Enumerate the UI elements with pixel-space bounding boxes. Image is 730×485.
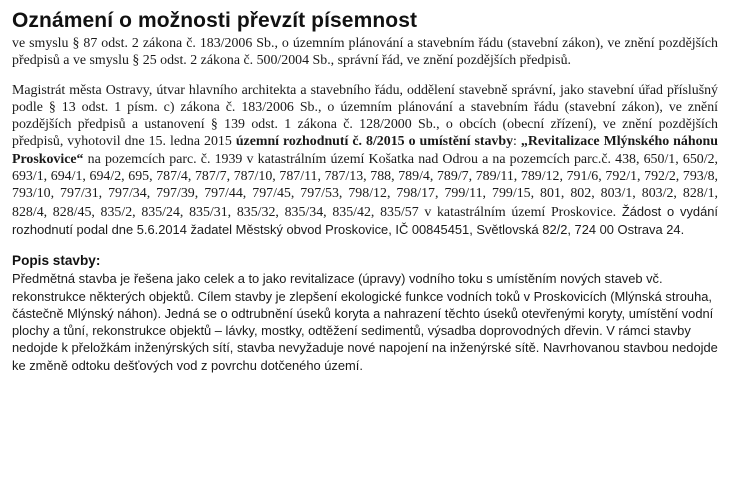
notice-paragraph: [12, 82, 718, 240]
project-name: „Revitalizace Mlýnského náhonu Proskovice“: [12, 134, 718, 167]
decision-reference: územní rozhodnutí č. 8/2015 o umístění stavby: [235, 134, 514, 150]
notice-intro-text: Magistrát města Ostravy, útvar hlavního architekta a stavebního řádu, oddělení stavebně správní, jako stavební úřad příslušný podle § 13 odst. 1 písm. c) zákona č. 183/2006 Sb., o územním plánování a stavebním řádu (stavební zákon), ve znění pozdějších předpisů a ustanovení § 139 odst. 1 zákona č. 128/2000 Sb., o obcích (obecní zřízení), ve znění pozdějších předpisů, vyhotovil dne 15. ledna 2015: [12, 82, 718, 150]
construction-description-heading: Popis stavby:: [12, 253, 101, 269]
parcels-text: na pozemcích parc. č. 1939 v katastrálním území Košatka nad Odrou a na pozemcích parc.č. 438, 650/1, 650/2, 693/1, 694/1, 694/2, 695, 787/4, 787/7, 787/10, 787/11, 787/13, 788, 789/4, 789/7, 789/11, 789/12, 791/6, 792/1, 792/2, 793/8, 793/10, 797/31, 797/34, 797/39, 797/44, 797/45, 797/53, 798/12, 798/17, 799/11, 799/15, 801, 802, 803/1, 803/2, 828/1, 828/4, 828/45, 835/2, 835/24, 835/31, 835/32, 835/34, 835/42, 835/57 v katastrálním území Proskovice.: [12, 151, 718, 220]
colon-separator: :: [513, 134, 521, 150]
page-title: Oznámení o možnosti převzít písemnost: [12, 9, 418, 32]
applicant-text: Žádost o vydání rozhodnutí podal dne 5.6.2014 žadatel Městský obvod Proskovice, IČ 00845451, Světlovská 82/2, 724 00 Ostrava 24.: [12, 203, 718, 237]
construction-description-text: Předmětná stavba je řešena jako celek a to jako revitalizace (úpravy) vodního toku s umístěním nových staveb vč. rekonstrukce některých objektů. Cílem stavby je zlepšení ekologické funkce vodních toků v Proskovicích (Mlýnská strouha, částečně Mlýnský náhon). Jedná se o odtrubnění úseků koryta a nahrazení těchto úseků otevřenými koryty, umístění vodní plochy a tůní, rekonstrukce objektů – lávky, mostky, odtěžení sedimentů, výsadba doprovodných dřevin. V rámci stavby nedojde k přeložkám inženýrských sítí, stavba nevyžaduje nové napojení na inženýrské sítě. Navrhovanou stavbou nedojde ke změně odtoku dešťových vod z povrchu dotčeného území.: [12, 271, 718, 373]
legal-basis-subtitle: ve smyslu § 87 odst. 2 zákona č. 183/2006 Sb., o územním plánování a stavebním řádu (stavební zákon), ve znění pozdějších předpisů a ve smyslu § 25 odst. 2 zákona č. 500/2004 Sb., správní řád, ve znění pozdějších předpisů.: [12, 36, 718, 69]
